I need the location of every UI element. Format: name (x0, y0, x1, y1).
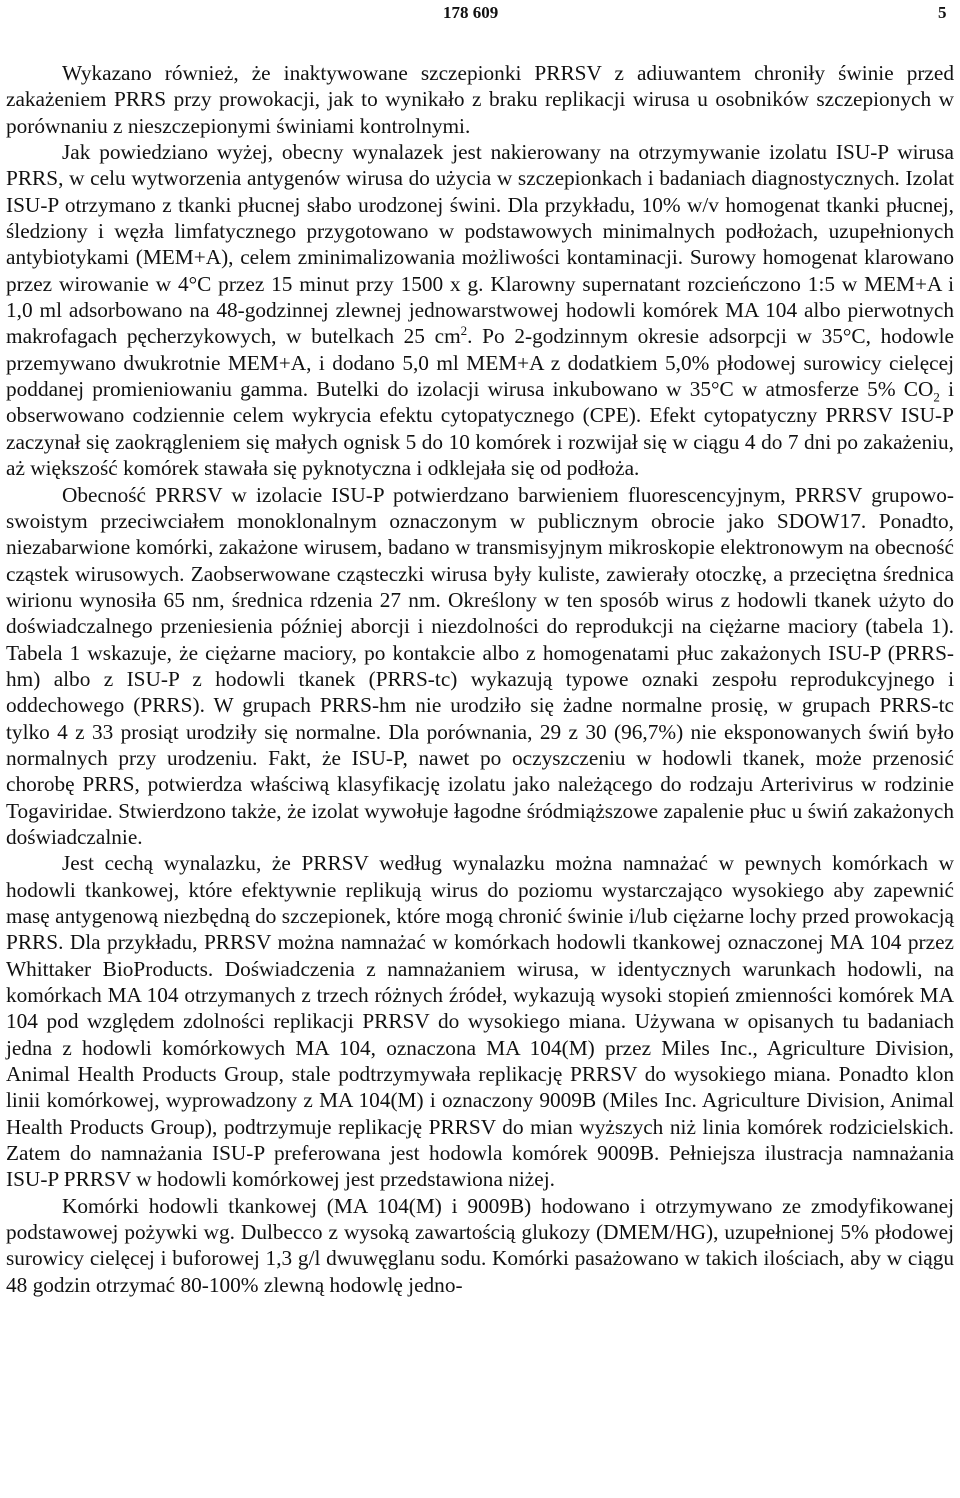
page-header (0, 0, 960, 30)
paragraph-text: Wykazano również, że inaktywowane szczepionki PRRSV z adiuwantem chroniły świnie przed zakażeniem PRRS przy prowokacji, jak to wynikało z braku replikacji wirusa u osobników szczepionych w porównaniu z nieszczepionymi świniami kontrolnymi. (6, 61, 954, 138)
body-text (6, 60, 954, 1298)
paragraph-text: i obserwowano codziennie celem wykrycia efektu cytopatycznego (CPE). Efekt cytopatyczny PRRSV ISU-P zaczynał się zaokrągleniem się małych ognisk 5 do 10 komórek i rozwijał się w ciągu 4 do 7 dni po zakażeniu, aż większość komórek stawała się pyknotyczna i odklejała się od podłoża. (6, 377, 954, 481)
paragraph (6, 139, 954, 481)
paragraph-text: Jest cechą wynalazku, że PRRSV według wynalazku można namnażać w pewnych komórkach w hodowli tkankowej, które efektywnie replikują wirus do poziomu wystarczająco wysokiego aby zapewnić masę antygenową niezbędną do szczepionek, które mogą chronić świnie i/lub ciężarne lochy przed prowokacją PRRS. Dla przykładu, PRRSV można namnażać w komórkach hodowli tkankowej oznaczonej MA 104 przez Whittaker BioProducts. Doświadczenia z namnażaniem wirusa, w identycznych warunkach hodowli, na komórkach MA 104 otrzymanych z trzech różnych źródeł, wykazują wysoki stopień zmienności komórek MA 104 pod względem zdolności replikacji PRRSV do wysokiego miana. Używana w opisanych tu badaniach jedna z hodowli komórkowych MA 104, oznaczona MA 104(M) przez Miles Inc., Agriculture Division, Animal Health Products Group, stale podtrzymywała replikację PRRSV do wysokiego miana. Ponadto klon linii komórkowej, wyprowadzony z MA 104(M) i oznaczony 9009B (Miles Inc. Agriculture Division, Animal Health Products Group), podtrzymuje replikację PRRSV do mian wyższych niż linia komórek rodzicielskich. Zatem do namnażania ISU-P preferowana jest hodowla komórek 9009B. Pełniejsza ilustracja namnażania ISU-P PRRSV w hodowli komórkowej jest przedstawiona niżej. (6, 851, 954, 1192)
paragraph (6, 482, 954, 851)
paragraph (6, 1193, 954, 1298)
superscript: 2 (460, 323, 468, 339)
paragraph-text: Jak powiedziano wyżej, obecny wynalazek jest nakierowany na otrzymywanie izolatu ISU-P wirusa PRRS, w celu wytworzenia antygenów wirusa do użycia w szczepionkach i badaniach diagnostycznych. Izolat ISU-P otrzymano z tkanki płucnej słabo urodzonej świni. Dla przykładu, 10% w/v homogenat tkanki płucnej, śledziony i węzła limfatycznego przygotowano w podstawowych minimalnych podłożach, uzupełnionych antybiotykami (MEM+A), celem zminimalizowania możliwości kontaminacji. Surowy homogenat klarowano przez wirowanie w 4°C przez 15 minut przy 1500 x g. Klarowny supernatant rozcieńczono 1:5 w MEM+A i 1,0 ml adsorbowano na 48-godzinnej zlewnej jednowarstwowej hodowli komórek MA 104 albo pierwotnych makrofagach pęcherzykowych, w butelkach 25 cm (6, 140, 954, 349)
patent-number: 178 609 (443, 3, 499, 22)
paragraph-text: Obecność PRRSV w izolacie ISU-P potwierdzano barwieniem fluorescencyjnym, PRRSV grupowo-swoistym przeciwciałem monoklonalnym oznaczonym w publicznym obrocie jako SDOW17. Ponadto, niezabarwione komórki, zakażone wirusem, badano w transmisyjnym mikroskopie elektronowym na obecność cząstek wirusowych. Zaobserwowane cząsteczki wirusa były kuliste, zawierały otoczkę, a przeciętna średnica wirionu wynosiła 65 nm, średnica rdzenia 27 nm. Określony w ten sposób wirus z hodowli tkanek użyto do doświadczalnego przeniesienia później aborcji i niezdolności do reprodukcji na ciężarne maciory (tabela 1). Tabela 1 wskazuje, że ciężarne maciory, po kontakcie albo z homogenatami płuc zakażonych ISU-P (PRRS-hm) albo z ISU-P z hodowli tkanek (PRRS-tc) wykazują typowe oznaki zespołu reprodukcyjnego i oddechowego (PRRS). W grupach PRRS-hm nie urodziło się żadne normalne prosię, w grupach PRRS-tc tylko 4 z 33 prosiąt urodziły się normalne. Dla porównania, 29 z 30 (96,7%) nie eksponowanych świń było normalnych przy urodzeniu. Fakt, że ISU-P, nawet po oczyszczeniu w hodowli tkanek, może przenosić chorobę PRRS, potwierdza właściwą klasyfikację izolatu jako należącego do rodzaju Arterivirus w rodzinie Togaviridae. Stwierdzono także, że izolat wywołuje łagodne śródmiąższowe zapalenie płuc u świń zakażonych doświadczalnie. (6, 482, 954, 849)
paragraph (6, 60, 954, 139)
page-number: 5 (938, 3, 947, 22)
subscript: 2 (933, 389, 940, 405)
paragraph-text: Komórki hodowli tkankowej (MA 104(M) i 9009B) hodowano i otrzymywano ze zmodyfikowanej podstawowej pożywki wg. Dulbecco z wysoką zawartością glukozy (DMEM/HG), uzupełnionej 5% płodowej surowicy cielęcej i buforowej 1,3 g/l dwuwęglanu sodu. Komórki pasażowano w takich ilościach, aby w ciągu 48 godzin otrzymać 80-100% zlewną hodowlę jedno- (6, 1193, 954, 1297)
paragraph (6, 850, 954, 1192)
paragraph-text: . Po 2-godzinnym okresie adsorpcji w 35°C, hodowle przemywano dwukrotnie MEM+A, i dodano 5,0 ml MEM+A z dodatkiem 5,0% płodowej surowicy cielęcej poddanej promieniowaniu gamma. Butelki do izolacji wirusa inkubowano w 35°C w atmosferze 5% CO (6, 324, 954, 402)
